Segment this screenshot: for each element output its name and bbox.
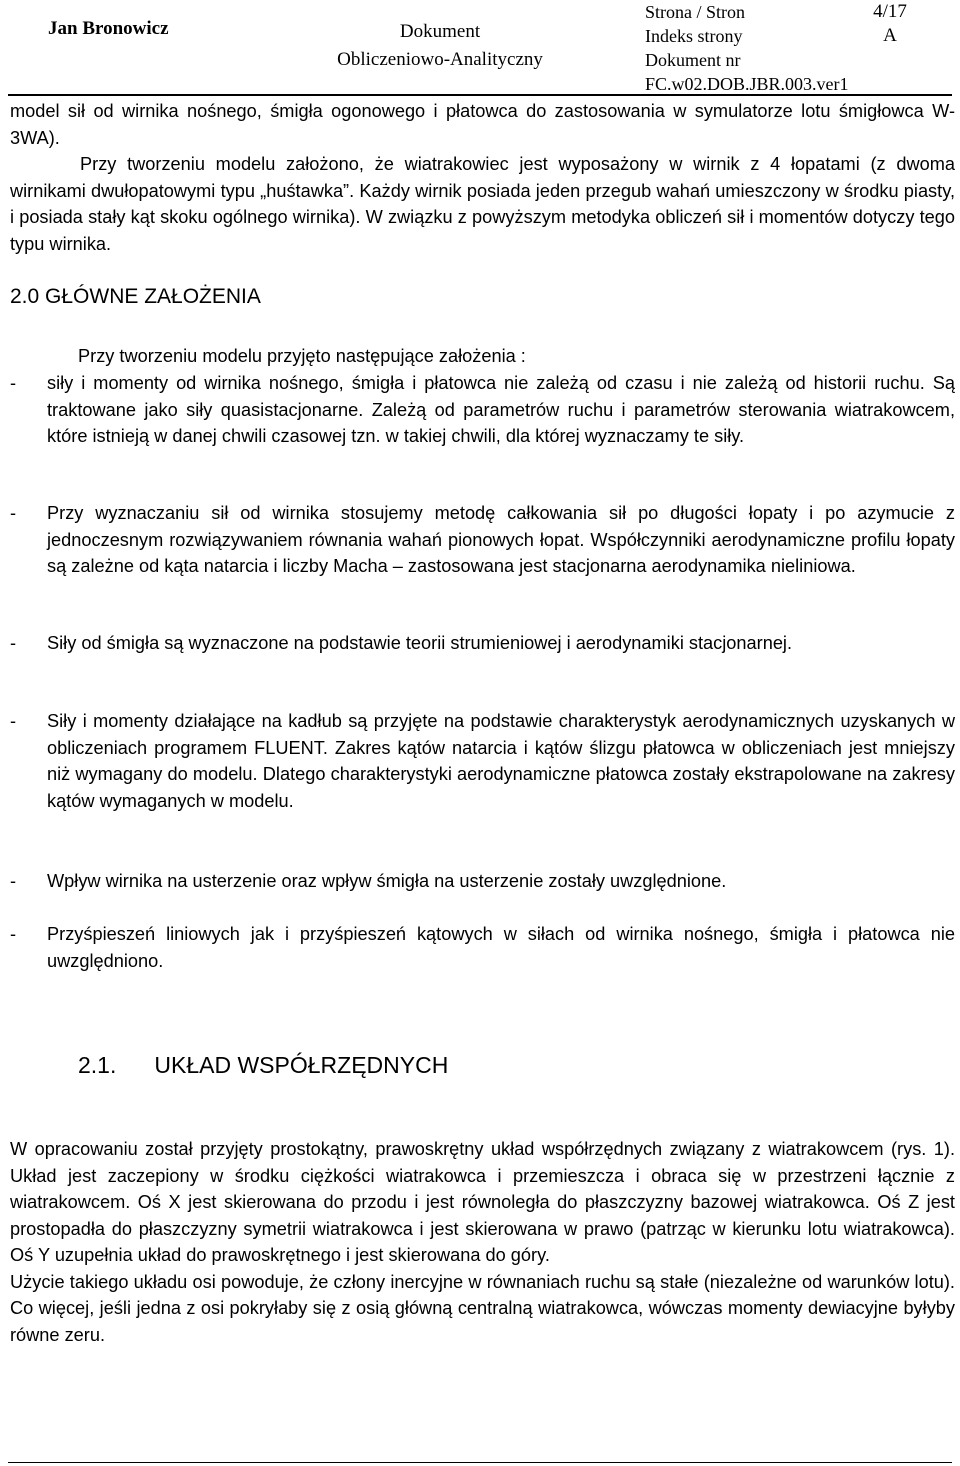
page-header [0, 0, 960, 96]
coordinate-paragraph-1: W opracowaniu został przyjęty prostokątny, prawoskrętny układ współrzędnych związany z wiatrakowcem (rys. 1). Układ jest zaczepiony w środku ciężkości wiatrakowca i przemieszcza i obraca się w przestrzeni łącznie z wiatrakowcem. Oś X jest skierowana do przodu i jest równoległa do płaszczyzny bazowej wiatrakowca. Oś Z jest prostopadła do płaszczyzny symetrii wiatrakowca i jest skierowana w prawo (patrząc w kierunku lotu wiatrakowca). Oś Y uzupełnia układ do prawoskrętnego i jest skierowana do góry. [10, 1139, 955, 1265]
meta-index-label: Indeks strony [645, 26, 743, 46]
list-item-text: siły i momenty od wirnika nośnego, śmigła i płatowca nie zależą od czasu i nie zależą od historii ruchu. Są traktowane jako siły quasistacjonarne. Zależą od parametrów ruchu i parametrów sterowania wiatrakowcem, które istnieją w danej chwili czasowej tzn. w takiej chwili, dla której wyznaczamy te siły. [47, 373, 955, 446]
list-item-text: Siły od śmigła są wyznaczone na podstawie teorii strumieniowej i aerodynamiki stacjonarnej. [47, 633, 793, 653]
assumptions-intro: Przy tworzeniu modelu przyjęto następujące założenia : [78, 346, 526, 366]
section-number: 2.1. [78, 1052, 117, 1078]
meta-docnr-label: Dokument nr [645, 50, 741, 70]
coordinate-paragraph-2: Użycie takiego układu osi powoduje, że człony inercyjne w równaniach ruchu są stałe (niezależne od warunków lotu). Co więcej, jeśli jedna z osi pokryłaby się z osią główną centralną wiatrakowca, wówczas momenty dewiacyjne byłyby równe zeru. [10, 1271, 955, 1345]
list-dash: - [10, 633, 17, 653]
coordinate-system-text [10, 1136, 955, 1348]
document-type-line1: Dokument [399, 21, 481, 42]
list-item-text: Wpływ wirnika na usterzenie oraz wpływ śmigła na usterzenie zostały uwzględnione. [47, 871, 727, 891]
list-item-text: Przyśpieszeń liniowych jak i przyśpieszeń kątowych w siłach od wirnika nośnego, śmigła i płatowca nie uwzględniono. [47, 924, 955, 971]
section-title: UKŁAD WSPÓŁRZĘDNYCH [154, 1052, 449, 1078]
list-dash: - [10, 871, 17, 891]
footer-divider [8, 1462, 952, 1463]
header-divider [8, 94, 952, 96]
list-dash: - [10, 924, 17, 944]
list-item [10, 708, 955, 814]
list-item [10, 370, 955, 450]
list-dash: - [10, 373, 17, 393]
page-number: 4/17 [873, 1, 907, 22]
intro-paragraph-1: model sił od wirnika nośnego, śmigła ogonowego i płatowca do zastosowania w symulatorze lotu śmigłowca W-3WA). [10, 101, 955, 148]
meta-page-label: Strona / Stron [645, 2, 746, 22]
document-type-line2: Obliczeniowo-Analityczny [337, 49, 543, 70]
meta-docnr-value: FC.w02.DOB.JBR.003.ver1 [645, 74, 849, 94]
intro-paragraph-2: Przy tworzeniu modelu założono, że wiatrakowiec jest wyposażony w wirnik z 4 łopatami (z dwoma wirnikami dwułopatowymi typu „huśtawka”. Każdy wirnik posiada jeden przegub wahań umieszczony w środku piasty, i posiada stały kąt skoku ogólnego wirnika). W związku z powyższym metodyka obliczeń sił i momentów dotyczy tego typu wirnika. [10, 154, 955, 254]
document-meta [645, 0, 849, 96]
page-number-block [860, 0, 920, 48]
list-item [10, 921, 955, 974]
section-heading-coordinate-system [78, 1052, 448, 1079]
list-item-text: Przy wyznaczaniu sił od wirnika stosujemy metodę całkowania sił po długości łopaty i po azymucie z jednoczesnym rozwiązywaniem równania wahań pionowych łopat. Współczynniki aerodynamiczne profilu łopaty są zależne od kąta natarcia i liczby Macha – zastosowana jest stacjonarna aerodynamika nieliniowa. [47, 503, 955, 576]
author-name: Jan Bronowicz [48, 18, 169, 39]
list-dash: - [10, 503, 17, 523]
list-item-text: Siły i momenty działające na kadłub są przyjęte na podstawie charakterystyk aerodynamicznych uzyskanych w obliczeniach programem FLUENT. Zakres kątów natarcia i kątów ślizgu płatowca w obliczeniach jest mniejszy niż wymagany do modelu. Dlatego charakterystyki aerodynamiczne płatowca zostały ekstrapolowane na zakresy kątów wymaganych w modelu. [47, 711, 955, 811]
list-item [10, 630, 955, 657]
section-heading-main-assumptions: 2.0 GŁÓWNE ZAŁOŻENIA [10, 285, 261, 308]
page-index: A [883, 25, 897, 46]
list-dash: - [10, 711, 17, 731]
intro-text [10, 98, 955, 257]
list-item [10, 868, 955, 895]
list-item [10, 500, 955, 580]
document-type [320, 18, 560, 74]
